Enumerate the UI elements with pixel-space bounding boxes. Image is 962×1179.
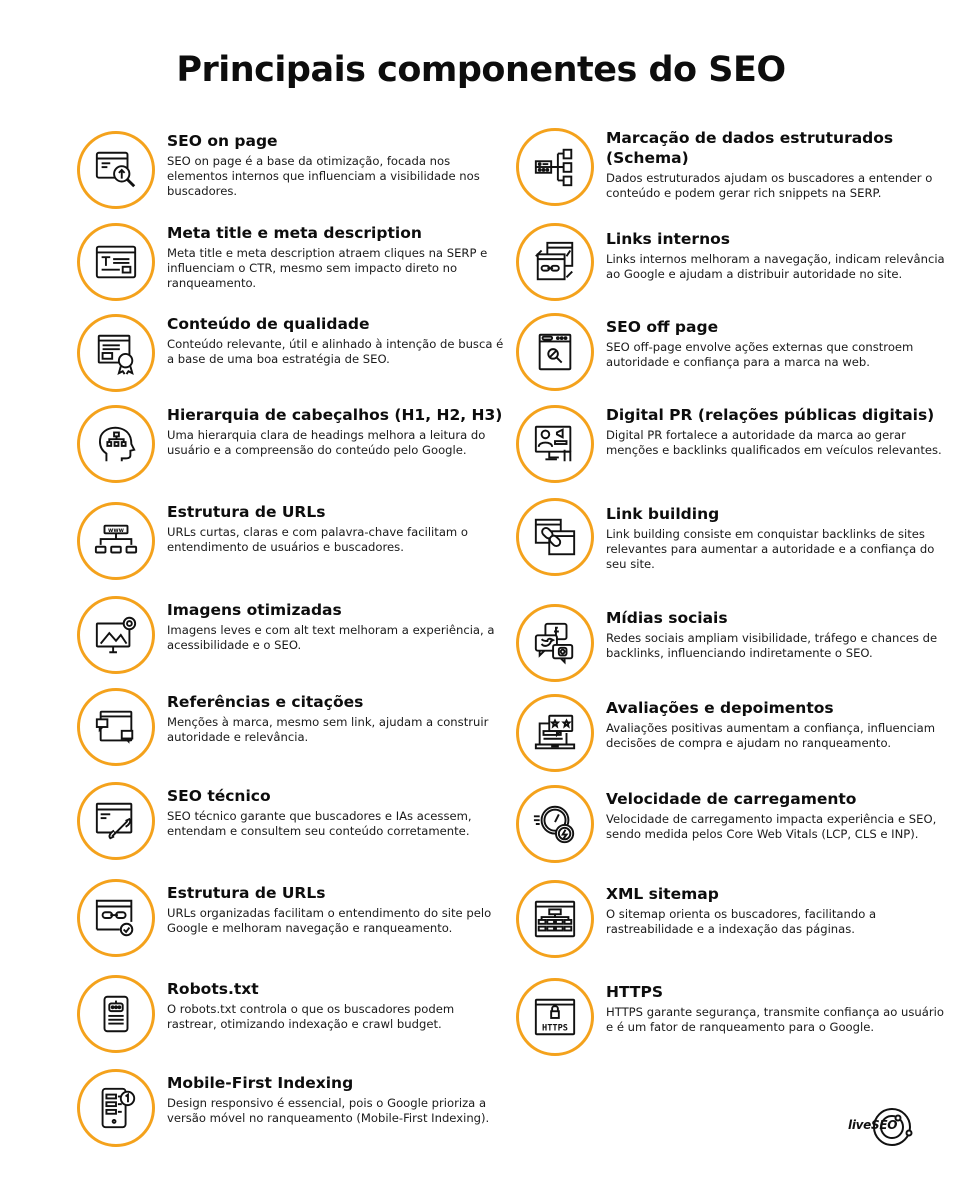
structured-data-tree-icon (516, 128, 594, 206)
component-velocidade (516, 785, 946, 875)
item-desc: SEO off-page envolve ações externas que constroem autoridade e confiança para a marca na web. (606, 340, 914, 370)
monitor-image-gear-icon (77, 596, 155, 674)
head-hierarchy-icon (77, 405, 155, 483)
component-xml-sitemap (516, 880, 946, 970)
component-midias-sociais (516, 604, 946, 694)
component-imagens (77, 596, 507, 686)
internal-links-browsers-icon (516, 223, 594, 301)
xml-sitemap-icon (516, 880, 594, 958)
item-desc: Uma hierarquia clara de headings melhora a leitura do usuário e a compreensão do conteúdo pelo Google. (167, 428, 486, 458)
item-desc: Meta title e meta description atraem cliques na SERP e influenciam o CTR, mesmo sem impacto direto no ranqueamento. (167, 246, 488, 291)
component-meta-title (77, 223, 507, 313)
item-title: Marcação de dados estruturados (Schema) (606, 129, 894, 167)
component-https (516, 978, 946, 1068)
item-desc: O sitemap orienta os buscadores, facilitando a rastreabilidade e a indexação das páginas. (606, 907, 877, 937)
component-seo-tecnico (77, 782, 507, 872)
item-desc: HTTPS garante segurança, transmite confiança ao usuário e é um fator de ranqueamento para o Google. (606, 1005, 944, 1035)
page-title: Principais componentes do SEO (176, 50, 786, 90)
browser-search-upload-icon (77, 131, 155, 209)
item-title: Conteúdo de qualidade (167, 315, 370, 333)
item-desc: Redes sociais ampliam visibilidade, tráfego e chances de backlinks, influenciando indiretamente o SEO. (606, 631, 938, 661)
item-desc: Design responsivo é essencial, pois o Google prioriza a versão móvel no ranqueamento (Mobile-First Indexing). (167, 1096, 490, 1126)
item-title: HTTPS (606, 983, 663, 1001)
item-title: Avaliações e depoimentos (606, 699, 834, 717)
item-title: SEO on page (167, 132, 278, 150)
component-conteudo (77, 314, 507, 404)
browser-quotes-icon (77, 688, 155, 766)
content-quality-badge-icon (77, 314, 155, 392)
item-title: XML sitemap (606, 885, 719, 903)
item-desc: SEO técnico garante que buscadores e IAs acessem, entendam e consultem seu conteúdo corretamente. (167, 809, 472, 839)
item-title: Mobile-First Indexing (167, 1074, 354, 1092)
item-title: Links internos (606, 230, 730, 248)
item-title: Link building (606, 505, 720, 523)
item-desc: Velocidade de carregamento impacta experiência e SEO, sendo medida pelos Core Web Vitals (LCP, CLS e INP). (606, 812, 937, 842)
laptop-reviews-stars-icon (516, 694, 594, 772)
item-title: Velocidade de carregamento (606, 790, 857, 808)
item-title: Estrutura de URLs (167, 884, 326, 902)
browser-magnifier-icon (516, 313, 594, 391)
link-building-browsers-icon (516, 498, 594, 576)
liveseo-logo (848, 1106, 918, 1150)
browser-title-text-icon (77, 223, 155, 301)
component-hierarquia (77, 405, 507, 495)
component-links-internos (516, 223, 946, 313)
component-link-building (516, 498, 946, 588)
browser-link-check-icon (77, 879, 155, 957)
item-desc: O robots.txt controla o que os buscadores podem rastrear, otimizando indexação e crawl budget. (167, 1002, 455, 1032)
item-desc: Conteúdo relevante, útil e alinhado à intenção de busca é a base de uma boa estratégia de SEO. (167, 337, 504, 367)
component-mobile-first (77, 1069, 507, 1159)
item-title: SEO técnico (167, 787, 271, 805)
item-title: Estrutura de URLs (167, 503, 326, 521)
item-desc: Link building consiste em conquistar backlinks de sites relevantes para aumentar a autoridade e a confiança do seu site. (606, 527, 935, 572)
digital-pr-monitor-icon (516, 405, 594, 483)
component-referencias (77, 688, 507, 778)
item-desc: Imagens leves e com alt text melhoram a experiência, a acessibilidade e o SEO. (167, 623, 495, 653)
item-title: Robots.txt (167, 980, 259, 998)
item-title: Meta title e meta description (167, 224, 422, 242)
browser-wrench-icon (77, 782, 155, 860)
item-title: SEO off page (606, 318, 719, 336)
item-desc: Menções à marca, mesmo sem link, ajudam a construir autoridade e relevância. (167, 715, 489, 745)
component-schema (516, 128, 946, 218)
component-digital-pr (516, 405, 946, 495)
svg-text:www: www (108, 527, 124, 534)
speedometer-icon (516, 785, 594, 863)
item-title: Imagens otimizadas (167, 601, 342, 619)
item-desc: URLs organizadas facilitam o entendimento do site pelo Google e melhoram navegação e ranqueamento. (167, 906, 492, 936)
component-seo-off-page (516, 313, 946, 403)
social-media-bubbles-icon (516, 604, 594, 682)
item-title: Digital PR (relações públicas digitais) (606, 406, 935, 424)
component-urls-2 (77, 879, 507, 969)
svg-text:HTTPS: HTTPS (542, 1023, 568, 1034)
item-title: Hierarquia de cabeçalhos (H1, H2, H3) (167, 406, 503, 424)
item-desc: SEO on page é a base da otimização, focada nos elementos internos que influenciam a visibilidade nos buscadores. (167, 154, 480, 199)
mobile-first-icon (77, 1069, 155, 1147)
component-avaliacoes (516, 694, 946, 784)
item-desc: Dados estruturados ajudam os buscadores a entender o conteúdo e podem gerar rich snippets na SERP. (606, 171, 933, 201)
item-desc: URLs curtas, claras e com palavra-chave facilitam o entendimento de usuários e buscadores. (167, 525, 468, 555)
item-desc: Digital PR fortalece a autoridade da marca ao gerar menções e backlinks qualificados em veículos relevantes. (606, 428, 942, 458)
component-robots (77, 975, 507, 1065)
www-url-structure-icon (77, 502, 155, 580)
robot-document-icon (77, 975, 155, 1053)
component-seo-on-page (77, 131, 507, 221)
item-desc: Avaliações positivas aumentam a confiança, influenciam decisões de compra e ajudam no ranqueamento. (606, 721, 936, 751)
item-title: Referências e citações (167, 693, 364, 711)
logo-text: liveSEO (848, 1118, 898, 1132)
item-title: Mídias sociais (606, 609, 728, 627)
https-lock-icon (516, 978, 594, 1056)
component-urls-1 (77, 502, 507, 592)
item-desc: Links internos melhoram a navegação, indicam relevância ao Google e ajudam a distribuir autoridade no site. (606, 252, 945, 282)
